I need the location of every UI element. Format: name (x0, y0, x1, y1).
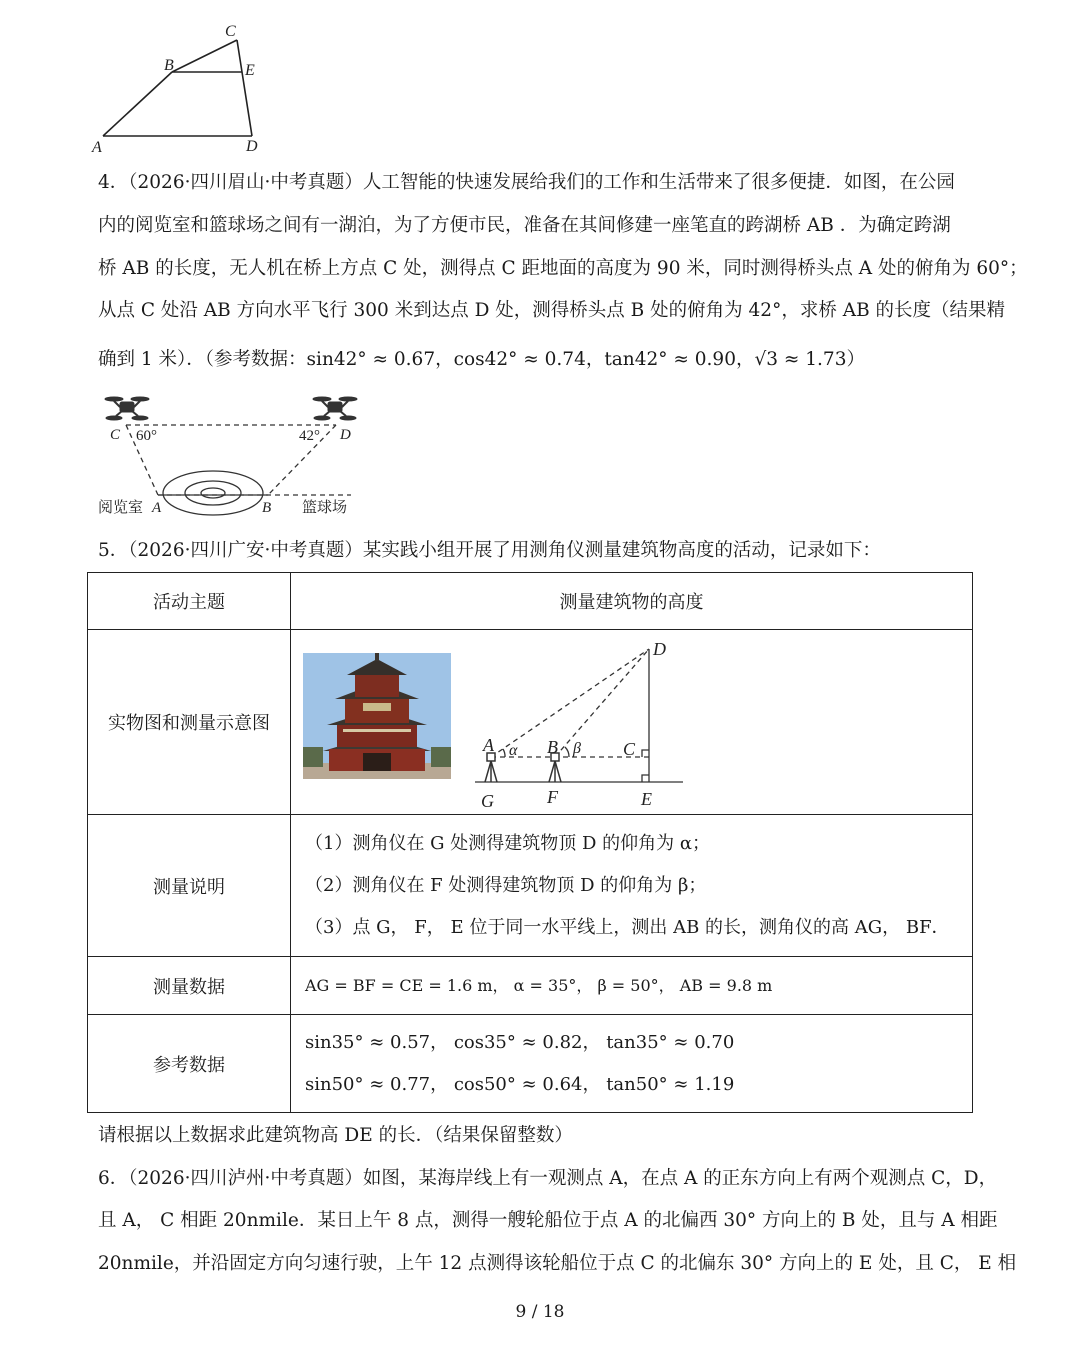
label-alpha: α (509, 741, 518, 759)
q6-line-1: 6．（2026·四川泸州·中考真题）如图，某海岸线上有一观测点 A，在点 A 的正东方向上有两个观测点 C，D， (98, 1168, 998, 1189)
label-beta: β (573, 739, 581, 757)
table-row (88, 957, 973, 1015)
label-b: B (164, 57, 174, 74)
table-row (88, 630, 973, 815)
page-number: 9 / 18 (515, 1302, 565, 1322)
q6-line-3: 20nmile，并沿固定方向匀速行驶，上午 12 点测得该轮船位于点 C 的北偏东 30° 方向上的 E 处，且 C， E 相 (98, 1253, 1017, 1274)
label-e: E (641, 788, 652, 809)
q4-line-1: 4．（2026·四川眉山·中考真题）人工智能的快速发展给我们的工作和生活带来了很多便捷．如图，在公园 (98, 172, 955, 193)
label-c: C (623, 738, 636, 759)
label-f: F (547, 786, 558, 807)
data-value: AG = BF = CE = 1.6 m， α = 35°， β = 50°， AB = 9.8 m (305, 975, 773, 995)
label-reading-room: 阅览室 (98, 500, 144, 516)
label-b: B (262, 500, 272, 516)
label-d: D (653, 638, 666, 659)
desc-line-3: （3）点 G， F， E 位于同一水平线上，测出 AB 的长，测角仪的高 AG， BF． (305, 916, 950, 938)
cell-theme-label: 活动主题 (88, 573, 291, 630)
figure-drone-lake (96, 390, 366, 520)
q5-question: 请根据以上数据求此建筑物高 DE 的长．（结果保留整数） (98, 1125, 573, 1146)
cell-data-label: 测量数据 (88, 957, 291, 1015)
label-c: C (225, 23, 236, 40)
table-row (88, 573, 973, 630)
ref-line-2: sin50° ≈ 0.77， cos50° ≈ 0.64， tan50° ≈ 1.19 (305, 1073, 735, 1095)
desc-line-2: （2）测角仪在 F 处测得建筑物顶 D 的仰角为 β； (305, 874, 707, 896)
label-g: G (481, 790, 494, 811)
label-court: 篮球场 (302, 500, 348, 516)
measurement-diagram (471, 637, 701, 812)
angle-42: 42° (299, 428, 320, 444)
q5-intro: 5．（2026·四川广安·中考真题）某实践小组开展了用测角仪测量建筑物高度的活动，记录如下： (98, 540, 881, 561)
angle-60: 60° (136, 428, 157, 444)
table-row (88, 815, 973, 957)
q4-line-3: 桥 AB 的长度，无人机在桥上方点 C 处，测得点 C 距地面的高度为 90 米，同时测得桥头点 A 处的俯角为 60°； (98, 258, 1028, 279)
label-a: A (152, 500, 162, 516)
label-e: E (245, 62, 255, 79)
drone-icon (105, 397, 149, 420)
cell-ref (291, 1015, 973, 1113)
cell-figure-label: 实物图和测量示意图 (88, 630, 291, 815)
q4-line-2: 内的阅览室和篮球场之间有一湖泊，为了方便市民，准备在其间修建一座笔直的跨湖桥 AB ．为确定跨湖 (98, 215, 951, 236)
label-d: D (340, 427, 351, 443)
building-photo (303, 653, 451, 779)
desc-line-1: （1）测角仪在 G 处测得建筑物顶 D 的仰角为 α； (305, 832, 711, 854)
cell-desc (291, 815, 973, 957)
activity-table (87, 572, 973, 1113)
cell-figure (291, 630, 973, 815)
label-a: A (92, 139, 102, 156)
figure-trapezoid (90, 18, 280, 158)
ref-line-1: sin35° ≈ 0.57， cos35° ≈ 0.82， tan35° ≈ 0.70 (305, 1031, 735, 1053)
label-d: D (246, 138, 258, 155)
cell-ref-label: 参考数据 (88, 1015, 291, 1113)
cell-data (291, 957, 973, 1015)
cell-theme-value: 测量建筑物的高度 (291, 573, 973, 630)
label-a: A (483, 734, 494, 755)
drone-icon (313, 397, 357, 420)
q6-line-2: 且 A， C 相距 20nmile．某日上午 8 点，测得一艘轮船位于点 A 的北偏西 30° 方向上的 B 处，且与 A 相距 (98, 1210, 998, 1231)
label-b: B (547, 736, 558, 757)
label-c: C (110, 427, 121, 443)
cell-desc-label: 测量说明 (88, 815, 291, 957)
q4-line-4: 从点 C 处沿 AB 方向水平飞行 300 米到达点 D 处，测得桥头点 B 处的俯角为 42°，求桥 AB 的长度（结果精 (98, 300, 1006, 321)
table-row (88, 1015, 973, 1113)
q4-line-5: 确到 1 米）．（参考数据：sin42° ≈ 0.67，cos42° ≈ 0.74，tan42° ≈ 0.90，√3 ≈ 1.73） (98, 349, 865, 370)
